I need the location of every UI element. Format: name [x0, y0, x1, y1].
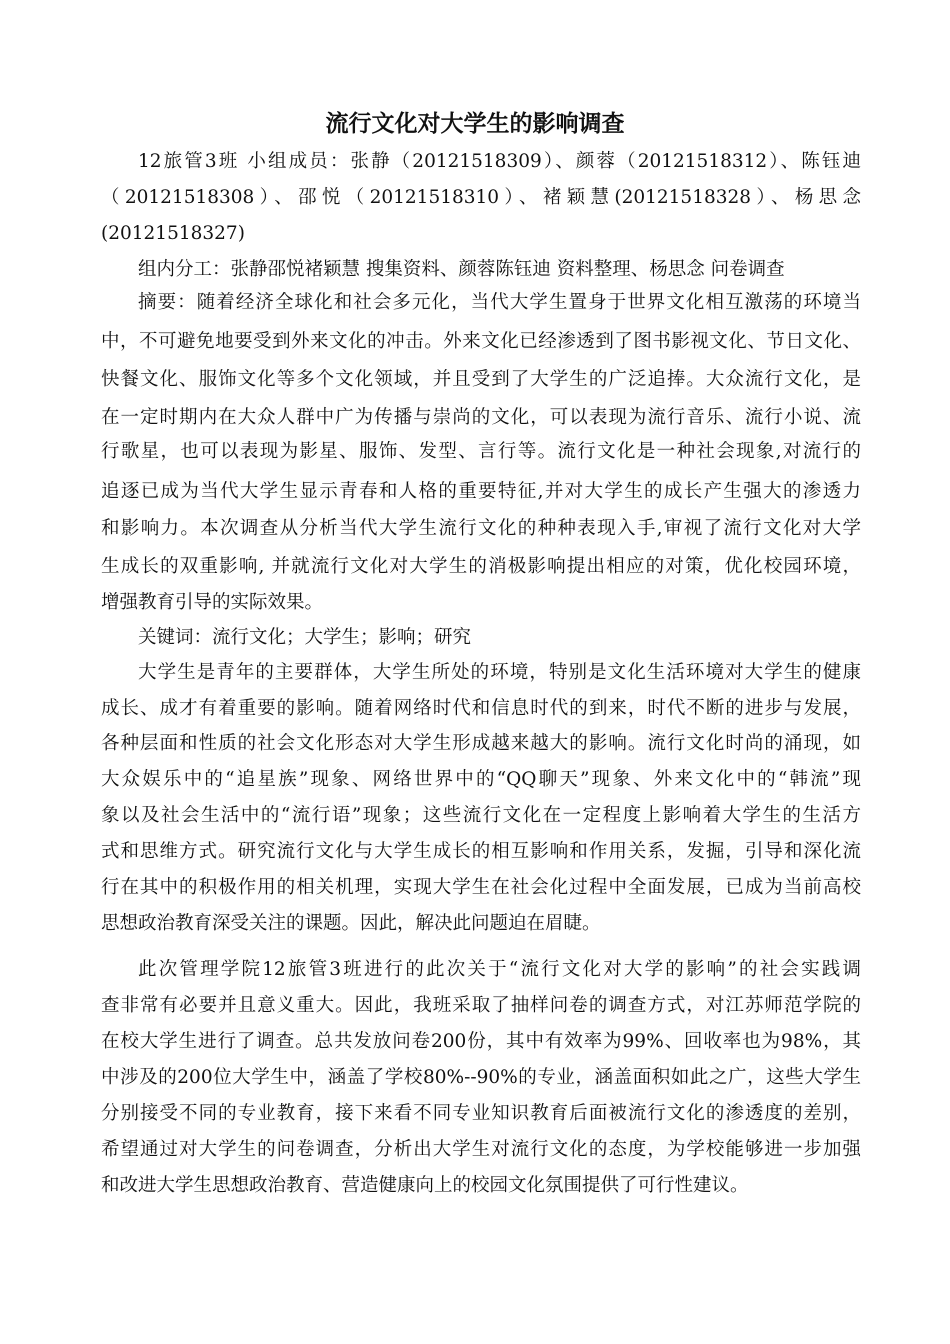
para2-line-5: 分别接受不同的专业教育，接下来看不同专业知识教育后面被流行文化的渗透度的差别， [101, 1103, 861, 1124]
para2-line-2: 查非常有必要并且意义重大。因此，我班采取了抽样问卷的调查方式，对江苏师范学院的 [101, 995, 861, 1016]
abstract-line-9: 增强教育引导的实际效果。 [101, 592, 324, 613]
para2-line-6: 希望通过对大学生的问卷调查，分析出大学生对流行文化的态度，为学校能够进一步加强 [101, 1139, 861, 1160]
members-line-3: (20121518327) [101, 223, 245, 244]
keywords-line: 关键词：流行文化；大学生；影响；研究 [138, 627, 472, 648]
para1-line-7: 行在其中的积极作用的相关机理，实现大学生在社会化过程中全面发展，已成为当前高校 [101, 877, 861, 898]
para2-line-4: 中涉及的200位大学生中，涵盖了学校80%--90%的专业，涵盖面积如此之广，这些大学生 [101, 1067, 861, 1088]
para1-line-1: 大学生是青年的主要群体，大学生所处的环境，特别是文化生活环境对大学生的健康 [138, 662, 861, 683]
para1-line-4: 大众娱乐中的“追星族”现象、网络世界中的“QQ聊天”现象、外来文化中的“韩流”现 [101, 769, 861, 790]
abstract-line-7: 和影响力。本次调查从分析当代大学生流行文化的种种表现入手,审视了流行文化对大学 [101, 518, 861, 539]
members-line-1: 12旅管3班 小组成员：张静（20121518309）、颜蓉（20121518312）、陈钰迪 [138, 151, 861, 172]
para1-line-6: 式和思维方式。研究流行文化与大学生成长的相互影响和作用关系，发掘，引导和深化流 [101, 841, 861, 862]
para2-line-3: 在校大学生进行了调查。总共发放问卷200份，其中有效率为99%、回收率也为98%，其 [101, 1031, 861, 1052]
para2-line-1: 此次管理学院12旅管3班进行的此次关于“流行文化对大学的影响”的社会实践调 [138, 959, 861, 980]
abstract-line-1: 摘要：随着经济全球化和社会多元化，当代大学生置身于世界文化相互激荡的环境当 [138, 292, 861, 313]
document-title: 流行文化对大学生的影响调查 [325, 110, 625, 137]
abstract-line-4: 在一定时期内在大众人群中广为传播与崇尚的文化，可以表现为流行音乐、流行小说、流 [101, 407, 861, 428]
para1-line-5: 象以及社会生活中的“流行语”现象；这些流行文化在一定程度上影响着大学生的生活方 [101, 805, 861, 826]
abstract-line-8: 生成长的双重影响, 并就流行文化对大学生的消极影响提出相应的对策，优化校园环境， [101, 556, 861, 577]
para1-line-3: 各种层面和性质的社会文化形态对大学生形成越来越大的影响。流行文化时尚的涌现，如 [101, 733, 861, 754]
abstract-line-2: 中，不可避免地要受到外来文化的冲击。外来文化已经渗透到了图书影视文化、节日文化、 [101, 331, 861, 352]
para2-line-7: 和改进大学生思想政治教育、营造健康向上的校园文化氛围提供了可行性建议。 [101, 1175, 749, 1196]
para1-line-8: 思想政治教育深受关注的课题。因此，解决此问题迫在眉睫。 [101, 913, 601, 934]
abstract-line-3: 快餐文化、服饰文化等多个文化领域，并且受到了大学生的广泛追捧。大众流行文化，是 [101, 369, 861, 390]
abstract-line-5: 行歌星，也可以表现为影星、服饰、发型、言行等。流行文化是一种社会现象,对流行的 [101, 441, 861, 462]
para1-line-2: 成长、成才有着重要的影响。随着网络时代和信息时代的到来，时代不断的进步与发展， [101, 698, 861, 719]
division-line: 组内分工：张静邵悦褚颖慧 搜集资料、颜蓉陈钰迪 资料整理、杨思念 问卷调查 [138, 259, 785, 280]
abstract-line-6: 追逐已成为当代大学生显示青春和人格的重要特征,并对大学生的成长产生强大的渗透力 [101, 481, 861, 502]
members-line-2: （20121518308）、邵悦（20121518310）、褚颖慧(20121518328）、杨思念 [101, 187, 861, 208]
